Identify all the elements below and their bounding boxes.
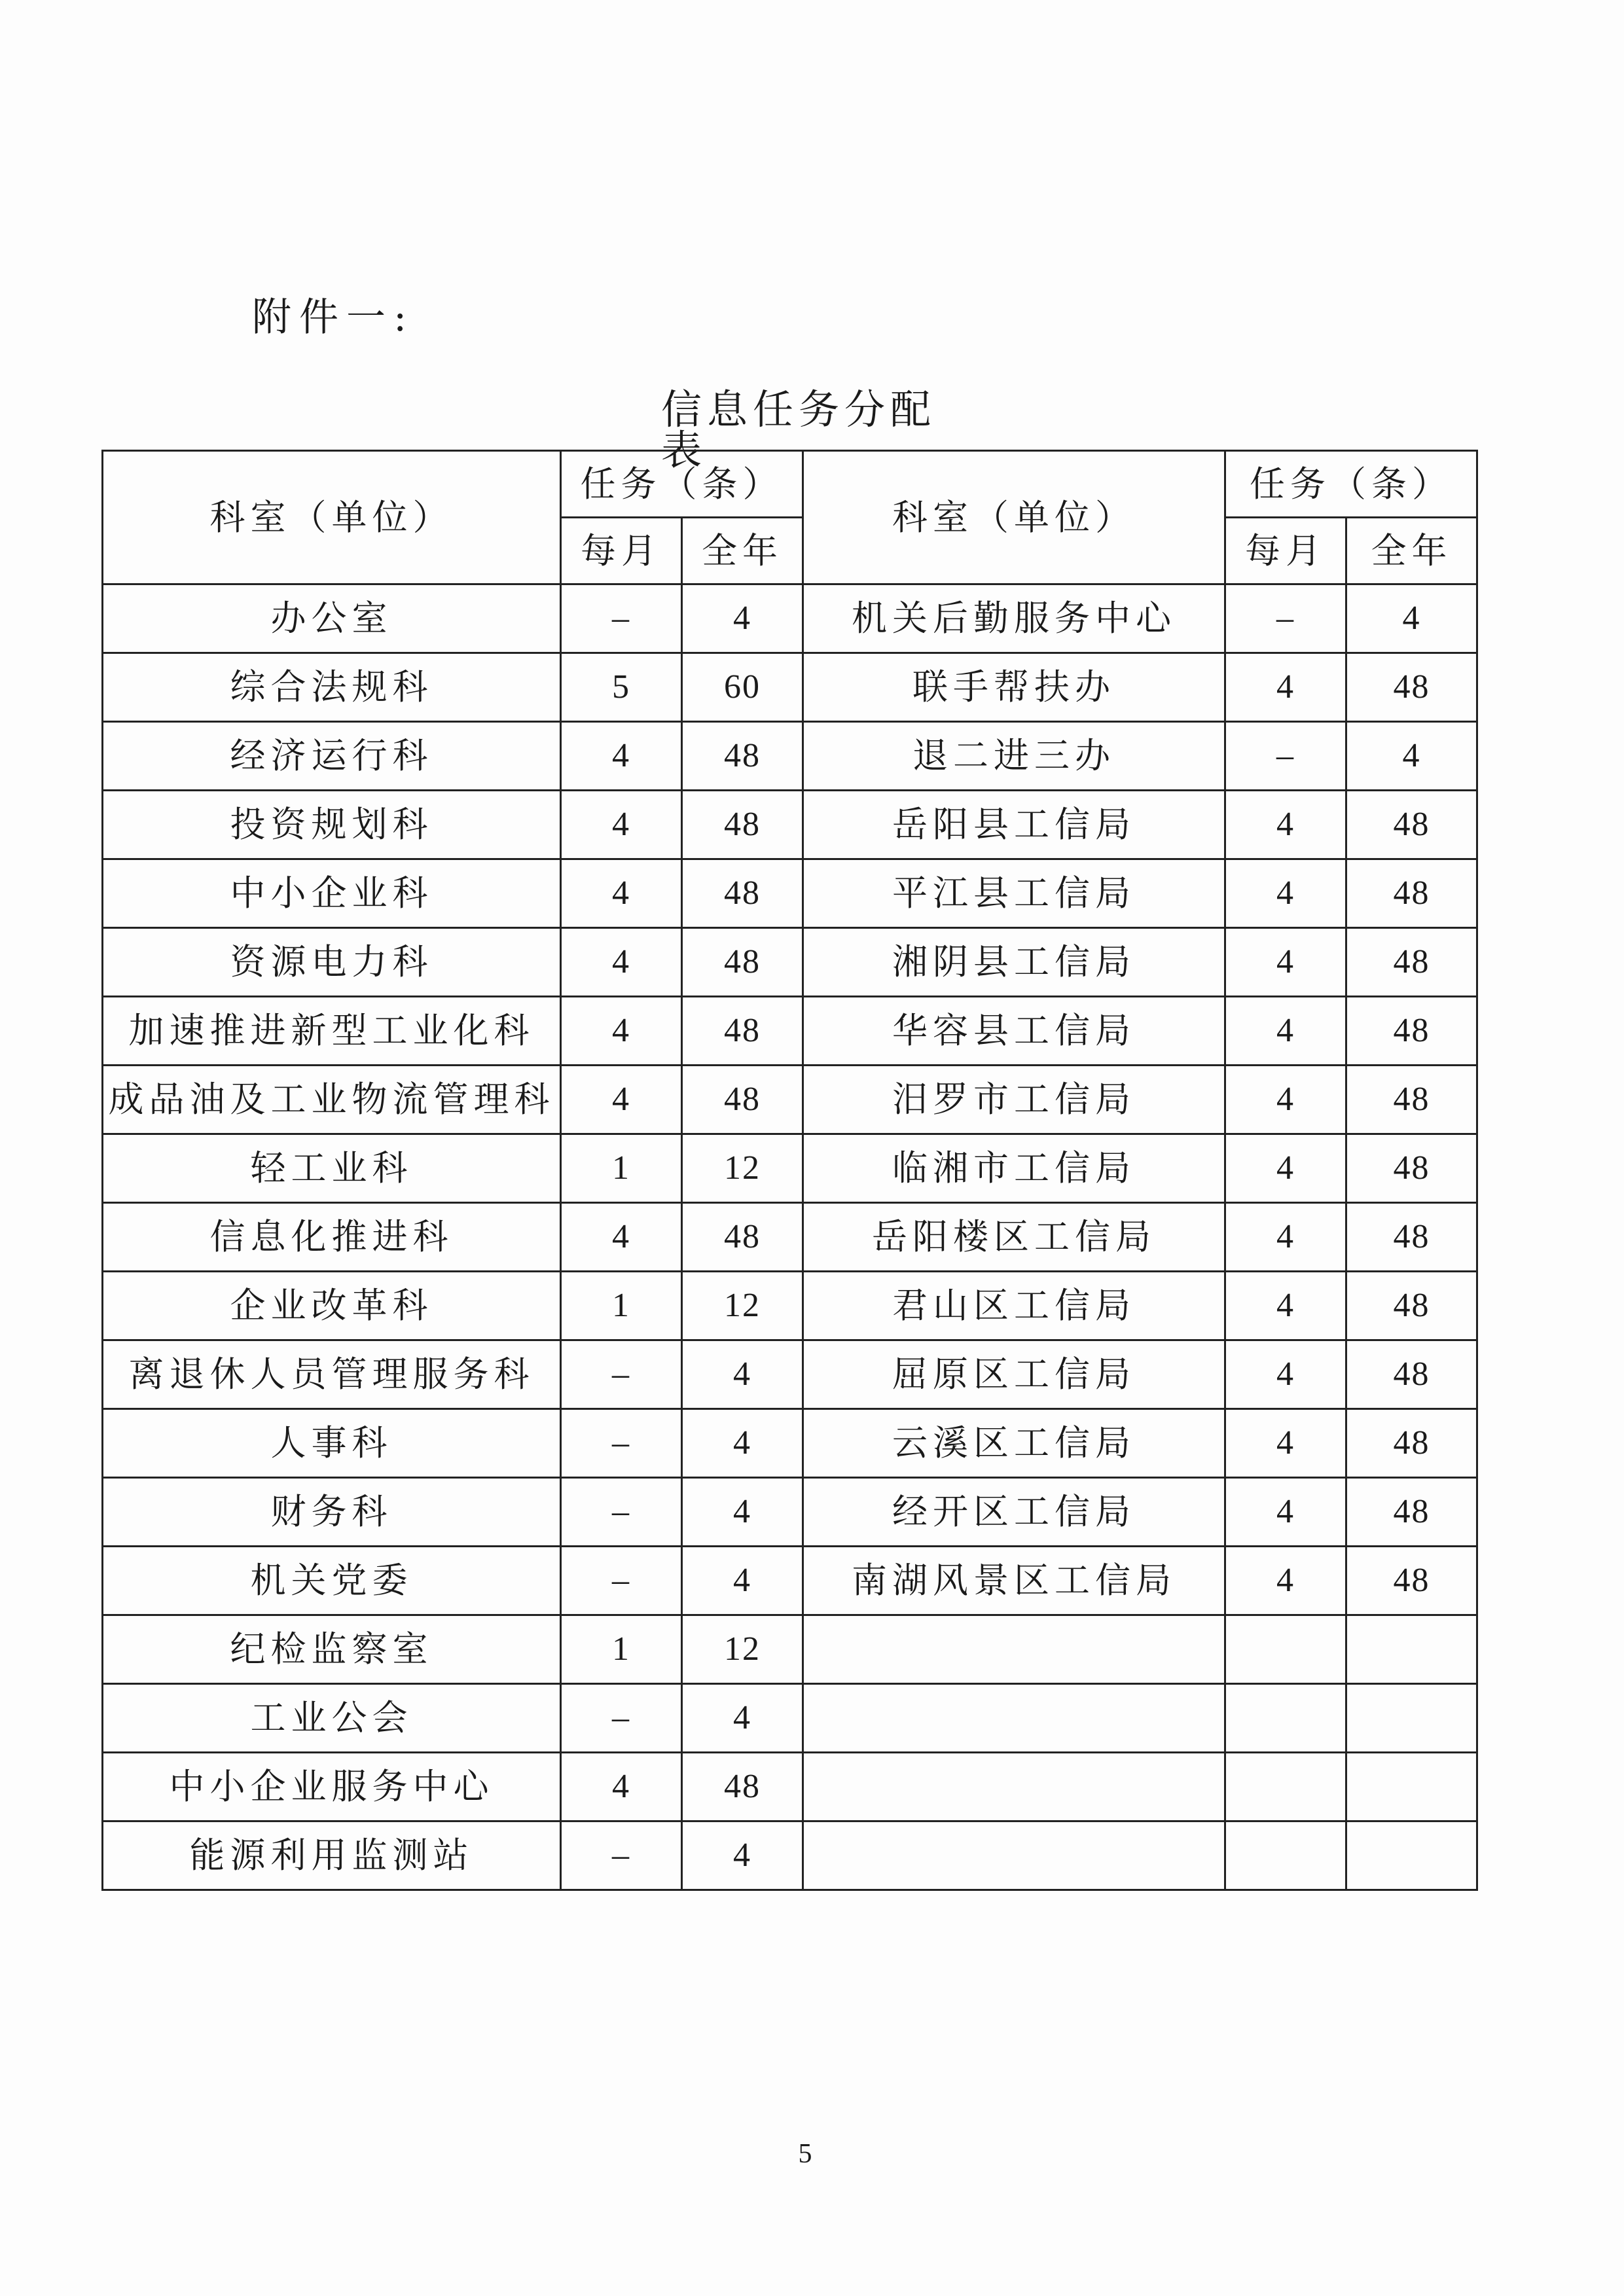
right-monthly-value (1225, 1615, 1346, 1684)
right-yearly-value: 48 (1346, 928, 1477, 997)
right-monthly-value: 4 (1225, 791, 1346, 859)
left-yearly-value: 12 (682, 1272, 803, 1340)
left-monthly-value: 5 (561, 653, 682, 722)
right-monthly-value (1225, 1753, 1346, 1821)
right-yearly-value (1346, 1753, 1477, 1821)
right-dept-name: 云溪区工信局 (803, 1409, 1225, 1478)
header-monthly-right: 每月 (1225, 518, 1346, 584)
left-dept-name: 能源利用监测站 (103, 1821, 561, 1890)
left-dept-name: 综合法规科 (103, 653, 561, 722)
left-yearly-value: 48 (682, 928, 803, 997)
table-row (103, 859, 1477, 928)
right-dept-name: 平江县工信局 (803, 859, 1225, 928)
left-dept-name: 办公室 (103, 584, 561, 653)
left-dept-name: 工业公会 (103, 1684, 561, 1753)
right-monthly-value: 4 (1225, 653, 1346, 722)
right-monthly-value: 4 (1225, 1066, 1346, 1134)
left-yearly-value: 48 (682, 791, 803, 859)
left-monthly-value: – (561, 1478, 682, 1547)
left-yearly-value: 4 (682, 1821, 803, 1890)
right-dept-name: 屈原区工信局 (803, 1340, 1225, 1409)
left-dept-name: 成品油及工业物流管理科 (103, 1066, 561, 1134)
right-dept-name: 经开区工信局 (803, 1478, 1225, 1547)
left-dept-name: 投资规划科 (103, 791, 561, 859)
left-monthly-value: 4 (561, 859, 682, 928)
left-yearly-value: 4 (682, 1340, 803, 1409)
table-row (103, 584, 1477, 653)
right-dept-name (803, 1821, 1225, 1890)
table-row (103, 1134, 1477, 1203)
left-monthly-value: 4 (561, 997, 682, 1066)
left-monthly-value: 1 (561, 1615, 682, 1684)
header-row-1 (103, 451, 1477, 518)
right-dept-name (803, 1684, 1225, 1753)
right-yearly-value: 48 (1346, 1547, 1477, 1615)
table-row (103, 1066, 1477, 1134)
left-dept-name: 机关党委 (103, 1547, 561, 1615)
right-yearly-value: 48 (1346, 1409, 1477, 1478)
left-dept-name: 财务科 (103, 1478, 561, 1547)
left-monthly-value: 4 (561, 791, 682, 859)
left-dept-name: 离退休人员管理服务科 (103, 1340, 561, 1409)
left-yearly-value: 48 (682, 997, 803, 1066)
right-dept-name: 临湘市工信局 (803, 1134, 1225, 1203)
left-dept-name: 资源电力科 (103, 928, 561, 997)
header-tasks-right: 任务（条） (1225, 451, 1477, 518)
left-yearly-value: 12 (682, 1134, 803, 1203)
left-yearly-value: 48 (682, 1753, 803, 1821)
table-row (103, 722, 1477, 791)
right-yearly-value: 48 (1346, 791, 1477, 859)
table-row (103, 1547, 1477, 1615)
right-dept-name: 机关后勤服务中心 (803, 584, 1225, 653)
right-yearly-value: 48 (1346, 1066, 1477, 1134)
table-row (103, 1203, 1477, 1272)
left-monthly-value: 1 (561, 1134, 682, 1203)
right-yearly-value: 48 (1346, 859, 1477, 928)
task-allocation-table (101, 450, 1478, 1891)
right-yearly-value (1346, 1684, 1477, 1753)
left-monthly-value: 4 (561, 1066, 682, 1134)
table-row (103, 1615, 1477, 1684)
table-row (103, 791, 1477, 859)
left-yearly-value: 4 (682, 1478, 803, 1547)
right-dept-name: 湘阴县工信局 (803, 928, 1225, 997)
left-dept-name: 中小企业服务中心 (103, 1753, 561, 1821)
header-dept-right: 科室（单位） (803, 451, 1225, 584)
right-monthly-value: 4 (1225, 1340, 1346, 1409)
right-monthly-value: 4 (1225, 997, 1346, 1066)
left-monthly-value: – (561, 1684, 682, 1753)
right-dept-name: 岳阳县工信局 (803, 791, 1225, 859)
left-yearly-value: 4 (682, 584, 803, 653)
left-yearly-value: 48 (682, 1203, 803, 1272)
left-yearly-value: 48 (682, 1066, 803, 1134)
table-row (103, 1753, 1477, 1821)
right-monthly-value: – (1225, 722, 1346, 791)
table-row (103, 928, 1477, 997)
left-dept-name: 加速推进新型工业化科 (103, 997, 561, 1066)
right-monthly-value: – (1225, 584, 1346, 653)
left-dept-name: 中小企业科 (103, 859, 561, 928)
left-monthly-value: – (561, 1547, 682, 1615)
left-yearly-value: 48 (682, 859, 803, 928)
right-yearly-value: 48 (1346, 653, 1477, 722)
left-yearly-value: 12 (682, 1615, 803, 1684)
right-monthly-value: 4 (1225, 1547, 1346, 1615)
right-monthly-value: 4 (1225, 1409, 1346, 1478)
left-monthly-value: – (561, 1821, 682, 1890)
table-row (103, 1684, 1477, 1753)
right-dept-name: 南湖风景区工信局 (803, 1547, 1225, 1615)
left-yearly-value: 4 (682, 1684, 803, 1753)
right-monthly-value: 4 (1225, 859, 1346, 928)
right-dept-name: 退二进三办 (803, 722, 1225, 791)
table-row (103, 1272, 1477, 1340)
attachment-label: 附件一: (252, 295, 415, 340)
left-dept-name: 企业改革科 (103, 1272, 561, 1340)
left-dept-name: 经济运行科 (103, 722, 561, 791)
right-yearly-value: 4 (1346, 722, 1477, 791)
table-row (103, 1821, 1477, 1890)
right-dept-name: 岳阳楼区工信局 (803, 1203, 1225, 1272)
right-monthly-value: 4 (1225, 1272, 1346, 1340)
right-yearly-value (1346, 1821, 1477, 1890)
table-row (103, 1340, 1477, 1409)
table-body (103, 584, 1477, 1890)
table-row (103, 1409, 1477, 1478)
left-monthly-value: – (561, 1409, 682, 1478)
table-row (103, 997, 1477, 1066)
left-yearly-value: 4 (682, 1409, 803, 1478)
header-yearly-left: 全年 (682, 518, 803, 584)
right-yearly-value: 48 (1346, 1203, 1477, 1272)
left-dept-name: 信息化推进科 (103, 1203, 561, 1272)
right-yearly-value: 48 (1346, 1272, 1477, 1340)
right-monthly-value: 4 (1225, 1203, 1346, 1272)
table-row (103, 653, 1477, 722)
right-dept-name (803, 1615, 1225, 1684)
left-monthly-value: 4 (561, 1203, 682, 1272)
right-yearly-value: 4 (1346, 584, 1477, 653)
right-yearly-value: 48 (1346, 997, 1477, 1066)
left-monthly-value: 4 (561, 928, 682, 997)
right-dept-name: 君山区工信局 (803, 1272, 1225, 1340)
right-yearly-value: 48 (1346, 1478, 1477, 1547)
right-yearly-value: 48 (1346, 1134, 1477, 1203)
left-dept-name: 人事科 (103, 1409, 561, 1478)
right-monthly-value: 4 (1225, 1134, 1346, 1203)
page-number: 5 (798, 2139, 812, 2169)
right-dept-name (803, 1753, 1225, 1821)
left-monthly-value: 1 (561, 1272, 682, 1340)
table-row (103, 1478, 1477, 1547)
left-monthly-value: – (561, 584, 682, 653)
right-monthly-value: 4 (1225, 1478, 1346, 1547)
left-yearly-value: 48 (682, 722, 803, 791)
table-title: 信息任务分配表 (661, 386, 937, 474)
header-tasks-left: 任务（条） (561, 451, 803, 518)
right-dept-name: 汨罗市工信局 (803, 1066, 1225, 1134)
header-dept-left: 科室（单位） (103, 451, 561, 584)
header-monthly-left: 每月 (561, 518, 682, 584)
right-monthly-value (1225, 1684, 1346, 1753)
right-dept-name: 联手帮扶办 (803, 653, 1225, 722)
right-yearly-value (1346, 1615, 1477, 1684)
right-monthly-value: 4 (1225, 928, 1346, 997)
left-dept-name: 纪检监察室 (103, 1615, 561, 1684)
left-monthly-value: – (561, 1340, 682, 1409)
left-monthly-value: 4 (561, 1753, 682, 1821)
left-monthly-value: 4 (561, 722, 682, 791)
right-dept-name: 华容县工信局 (803, 997, 1225, 1066)
right-yearly-value: 48 (1346, 1340, 1477, 1409)
right-monthly-value (1225, 1821, 1346, 1890)
left-yearly-value: 4 (682, 1547, 803, 1615)
header-yearly-right: 全年 (1346, 518, 1477, 584)
left-yearly-value: 60 (682, 653, 803, 722)
left-dept-name: 轻工业科 (103, 1134, 561, 1203)
